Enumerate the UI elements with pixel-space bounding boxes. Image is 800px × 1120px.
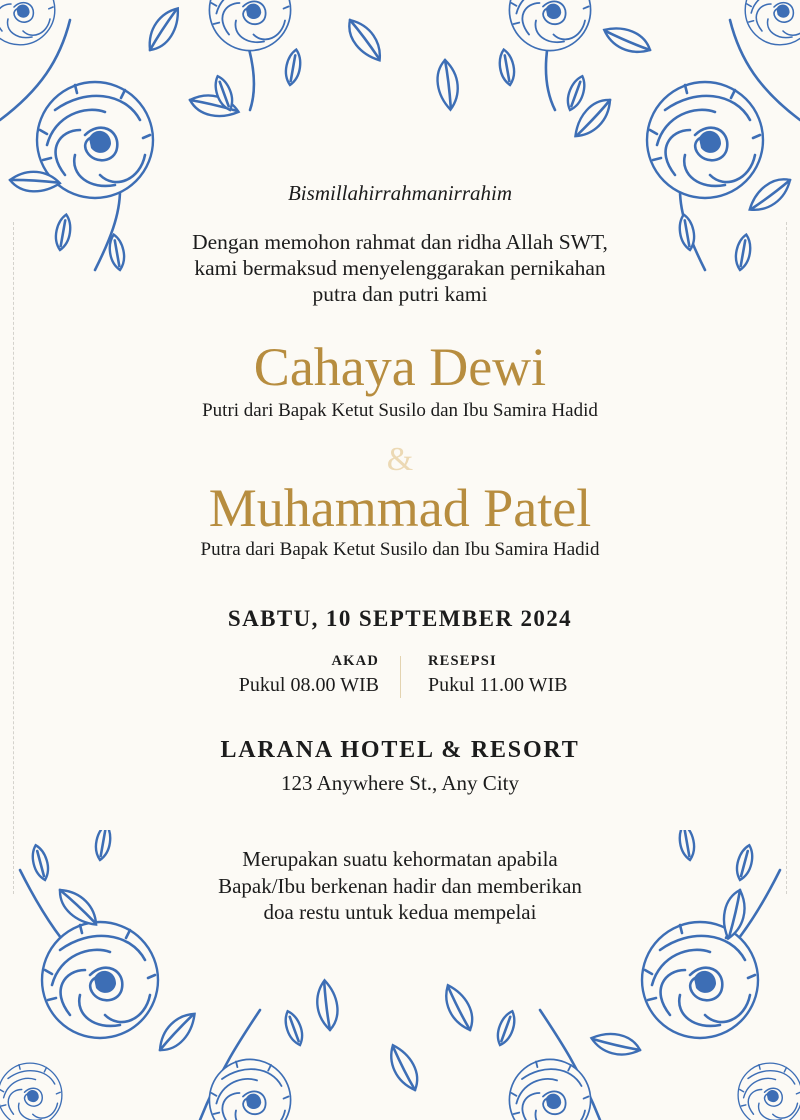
akad-label: AKAD	[331, 653, 379, 669]
closing-line: Merupakan suatu kehormatan apabila	[242, 847, 558, 871]
event-times	[0, 650, 800, 710]
bride-name: Cahaya Dewi	[253, 337, 547, 397]
akad-time: Pukul 08.00 WIB	[238, 674, 379, 696]
closing-line: Bapak/Ibu berkenan hadir dan memberikan	[218, 873, 582, 898]
venue-name: LARANA HOTEL & RESORT	[220, 737, 580, 763]
resepsi-time: Pukul 11.00 WIB	[428, 674, 568, 696]
closing-line: doa restu untuk kedua mempelai	[263, 900, 537, 924]
ampersand: &	[386, 441, 414, 478]
closing-text	[0, 846, 800, 926]
intro-line: kami bermaksud menyelenggarakan pernikahan	[194, 256, 606, 280]
intro-text	[0, 229, 800, 307]
bismillah-text: Bismillahirrahmanirrahim	[287, 181, 513, 205]
resepsi-block	[428, 650, 567, 697]
groom-name: Muhammad Patel	[208, 478, 592, 538]
akad-block	[239, 650, 379, 697]
intro-line: putra dan putri kami	[312, 282, 488, 306]
venue-address: 123 Anywhere St., Any City	[280, 771, 519, 795]
intro-line: Dengan memohon rahmat dan ridha Allah SWT,	[192, 230, 608, 254]
times-divider	[400, 656, 401, 698]
resepsi-label: RESEPSI	[428, 653, 497, 669]
groom-parents: Putra dari Bapak Ketut Susilo dan Ibu Samira Hadid	[200, 539, 600, 560]
bride-parents: Putri dari Bapak Ketut Susilo dan Ibu Samira Hadid	[202, 400, 598, 421]
event-date: SABTU, 10 SEPTEMBER 2024	[227, 606, 573, 631]
